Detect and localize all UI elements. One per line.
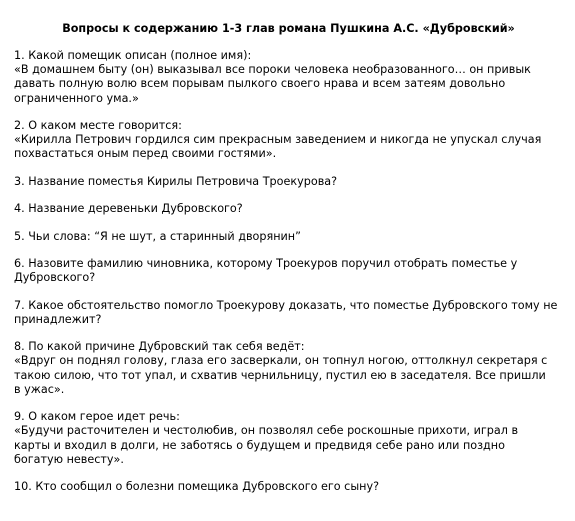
- question-text: 8. По какой причине Дубровский так себя ведёт:: [14, 340, 305, 354]
- question-item: [14, 410, 563, 467]
- question-text: 5. Чьи слова: “Я не шут, а старинный дворянин”: [14, 229, 301, 243]
- quote-line: ограниченного ума.»: [14, 91, 139, 105]
- question-item: [14, 119, 563, 162]
- quote-line: «Кирилла Петрович гордился сим прекрасным заведением и никогда не упускал случая: [14, 133, 542, 147]
- question-text: 6. Назовите фамилию чиновника, которому Троекуров поручил отобрать поместье у: [14, 256, 518, 270]
- document-title: Вопросы к содержанию 1-3 глав романа Пушкина А.С. «Дубровский»: [62, 22, 515, 35]
- question-item: [14, 340, 563, 397]
- question-item: [14, 49, 563, 106]
- quote-line: такою силою, что тот упал, и схватив чернильницу, пустил ею в заседателя. Все пришли: [14, 368, 546, 382]
- quote-line: карты и входил в долги, не заботясь о будущем и предвидя себе рано или поздно: [14, 438, 505, 452]
- question-text: 3. Название поместья Кирилы Петровича Троекурова?: [14, 174, 338, 188]
- quote-line: «В домашнем быту (он) выказывал все пороки человека необразованного… он привык: [14, 63, 531, 77]
- quote-line: принадлежит?: [14, 312, 102, 326]
- question-item: [14, 175, 563, 189]
- quote-line: «Вдруг он поднял голову, глаза его засверкали, он топнул ногою, оттолкнул секретаря с: [14, 354, 548, 368]
- question-text: 9. О каком герое идет речь:: [14, 410, 180, 424]
- question-item: [14, 257, 563, 285]
- question-item: [14, 230, 563, 244]
- quote-line: богатую невесту».: [14, 452, 124, 466]
- question-text: 7. Какое обстоятельство помогло Троекурову доказать, что поместье Дубровского тому не: [14, 298, 558, 312]
- quote-line: похвастаться оным перед своими гостями».: [14, 147, 277, 161]
- quote-line: «Будучи расточителен и честолюбив, он позволял себе роскошные прихоти, играл в: [14, 424, 519, 438]
- question-text: 1. Какой помещик описан (полное имя):: [14, 49, 252, 62]
- question-item: [14, 299, 563, 327]
- quote-line: в ужас».: [14, 382, 65, 396]
- question-text: 4. Название деревеньки Дубровского?: [14, 202, 243, 216]
- question-text: 2. О каком месте говорится:: [14, 119, 182, 132]
- question-text: 10. Кто сообщил о болезни помещика Дубровского его сыну?: [14, 480, 380, 494]
- quote-line: Дубровского?: [14, 271, 96, 285]
- quote-line: давать полную волю всем порывам пылкого своего нрава и всем затеям довольно: [14, 77, 506, 91]
- question-list: [14, 49, 563, 494]
- question-item: [14, 480, 563, 494]
- question-item: [14, 202, 563, 216]
